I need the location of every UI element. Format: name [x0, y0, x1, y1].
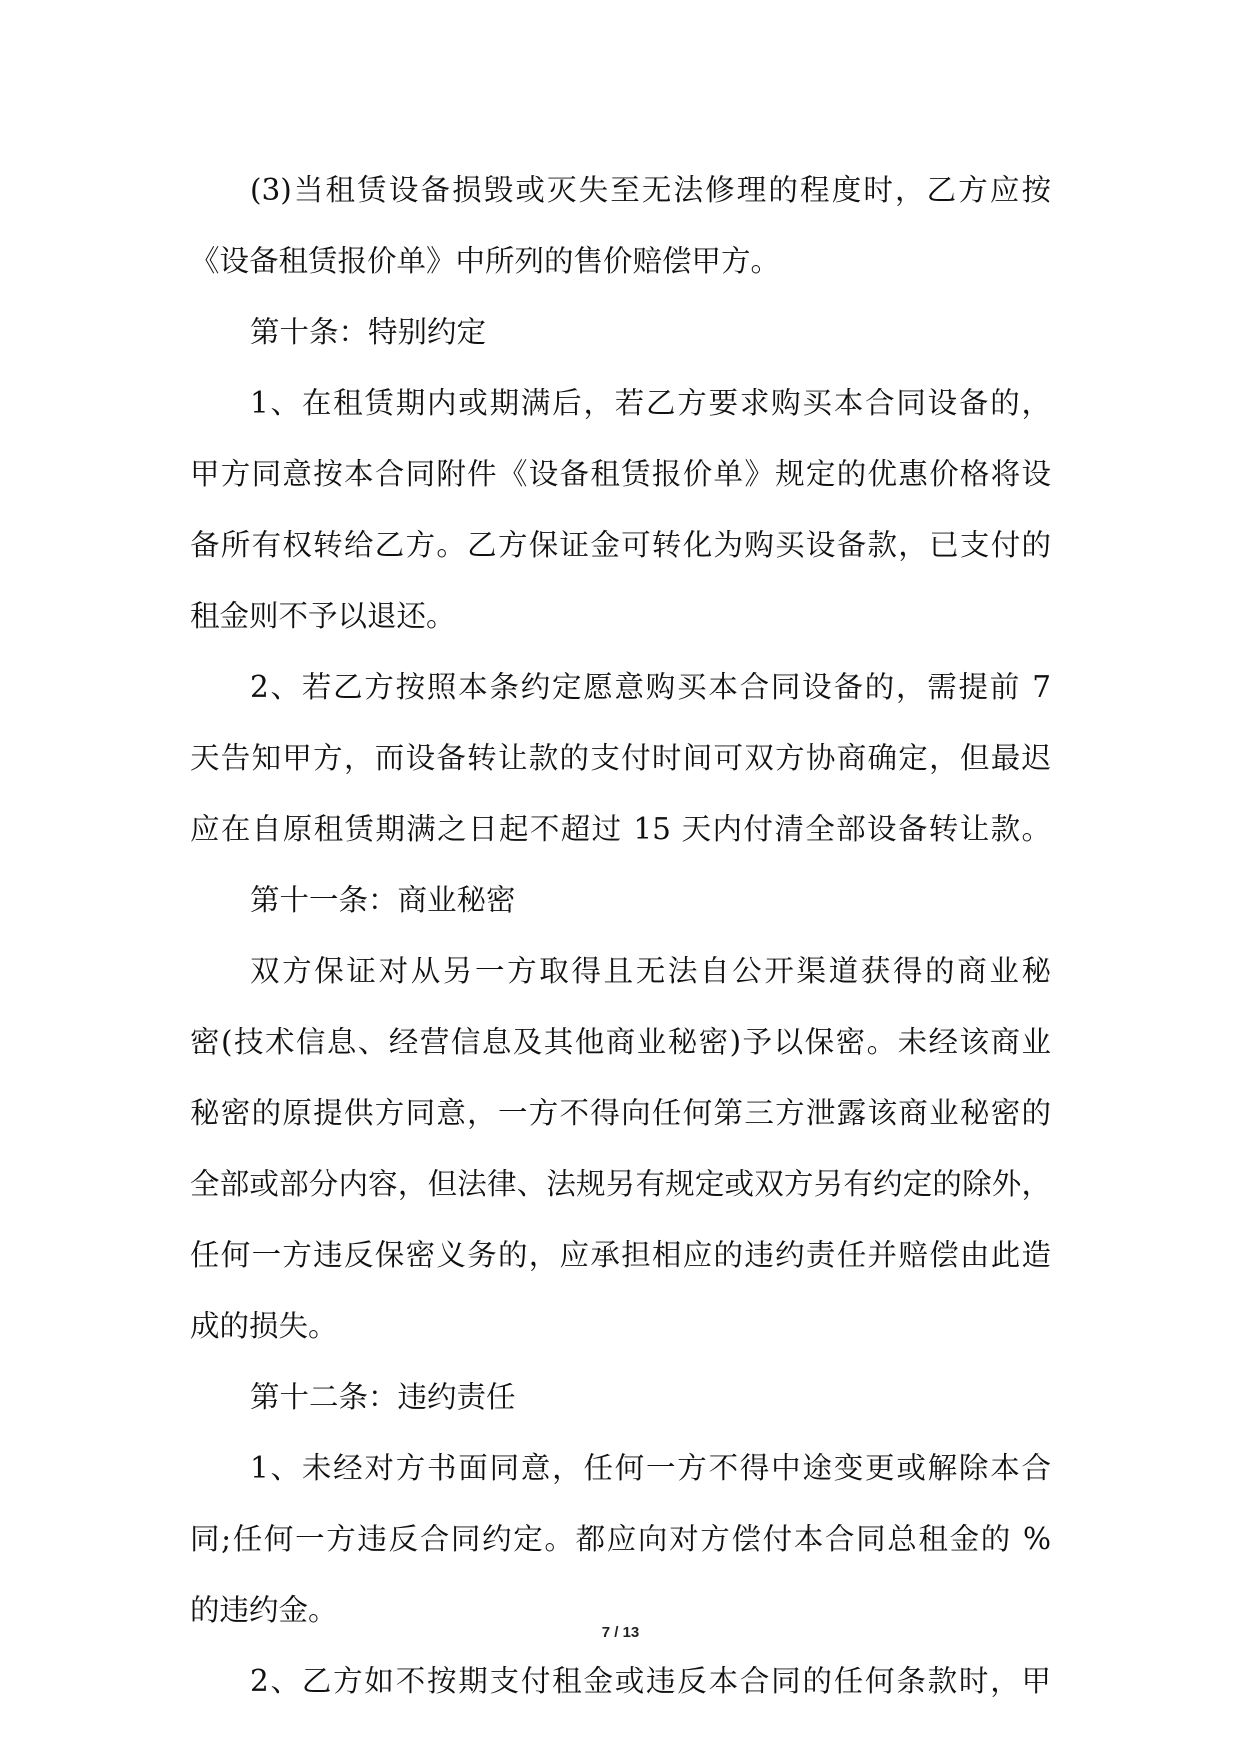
text-line: 2、乙方如不按期支付租金或违反本合同的任何条款时，甲 — [250, 1664, 1051, 1698]
text-line: 全部或部分内容，但法律、法规另有规定或双方另有约定的除外， — [190, 1167, 1051, 1201]
section-heading: 第十一条：商业秘密 — [250, 883, 516, 917]
text-line: 2、若乙方按照本条约定愿意购买本合同设备的，需提前 7 — [250, 670, 1051, 704]
text-line: (3)当租赁设备损毁或灭失至无法修理的程度时，乙方应按 — [250, 173, 1051, 207]
text-line: 双方保证对从另一方取得且无法自公开渠道获得的商业秘 — [250, 954, 1051, 988]
text-line: 密(技术信息、经营信息及其他商业秘密)予以保密。未经该商业 — [190, 1025, 1051, 1059]
document-body — [190, 155, 1051, 1717]
text-line: 1、在租赁期内或期满后，若乙方要求购买本合同设备的， — [250, 386, 1051, 420]
section-heading: 第十二条：违约责任 — [250, 1380, 516, 1414]
text-line: 的违约金。 — [190, 1593, 338, 1627]
text-line: 天告知甲方，而设备转让款的支付时间可双方协商确定，但最迟 — [190, 741, 1051, 775]
text-line: 《设备租赁报价单》中所列的售价赔偿甲方。 — [190, 244, 781, 278]
text-line: 1、未经对方书面同意，任何一方不得中途变更或解除本合 — [250, 1451, 1051, 1485]
text-line: 备所有权转给乙方。乙方保证金可转化为购买设备款，已支付的 — [190, 528, 1051, 562]
text-line: 成的损失。 — [190, 1309, 338, 1343]
text-line: 租金则不予以退还。 — [190, 599, 456, 633]
text-line: 秘密的原提供方同意，一方不得向任何第三方泄露该商业秘密的 — [190, 1096, 1051, 1130]
text-line: 同;任何一方违反合同约定。都应向对方偿付本合同总租金的 % — [190, 1522, 1051, 1556]
text-line: 应在自原租赁期满之日起不超过 15 天内付清全部设备转让款。 — [190, 812, 1051, 846]
page-number: 7 / 13 — [601, 1624, 640, 1641]
section-heading: 第十条：特别约定 — [250, 315, 487, 349]
text-line: 任何一方违反保密义务的，应承担相应的违约责任并赔偿由此造 — [190, 1238, 1051, 1272]
text-line: 甲方同意按本合同附件《设备租赁报价单》规定的优惠价格将设 — [190, 457, 1051, 491]
